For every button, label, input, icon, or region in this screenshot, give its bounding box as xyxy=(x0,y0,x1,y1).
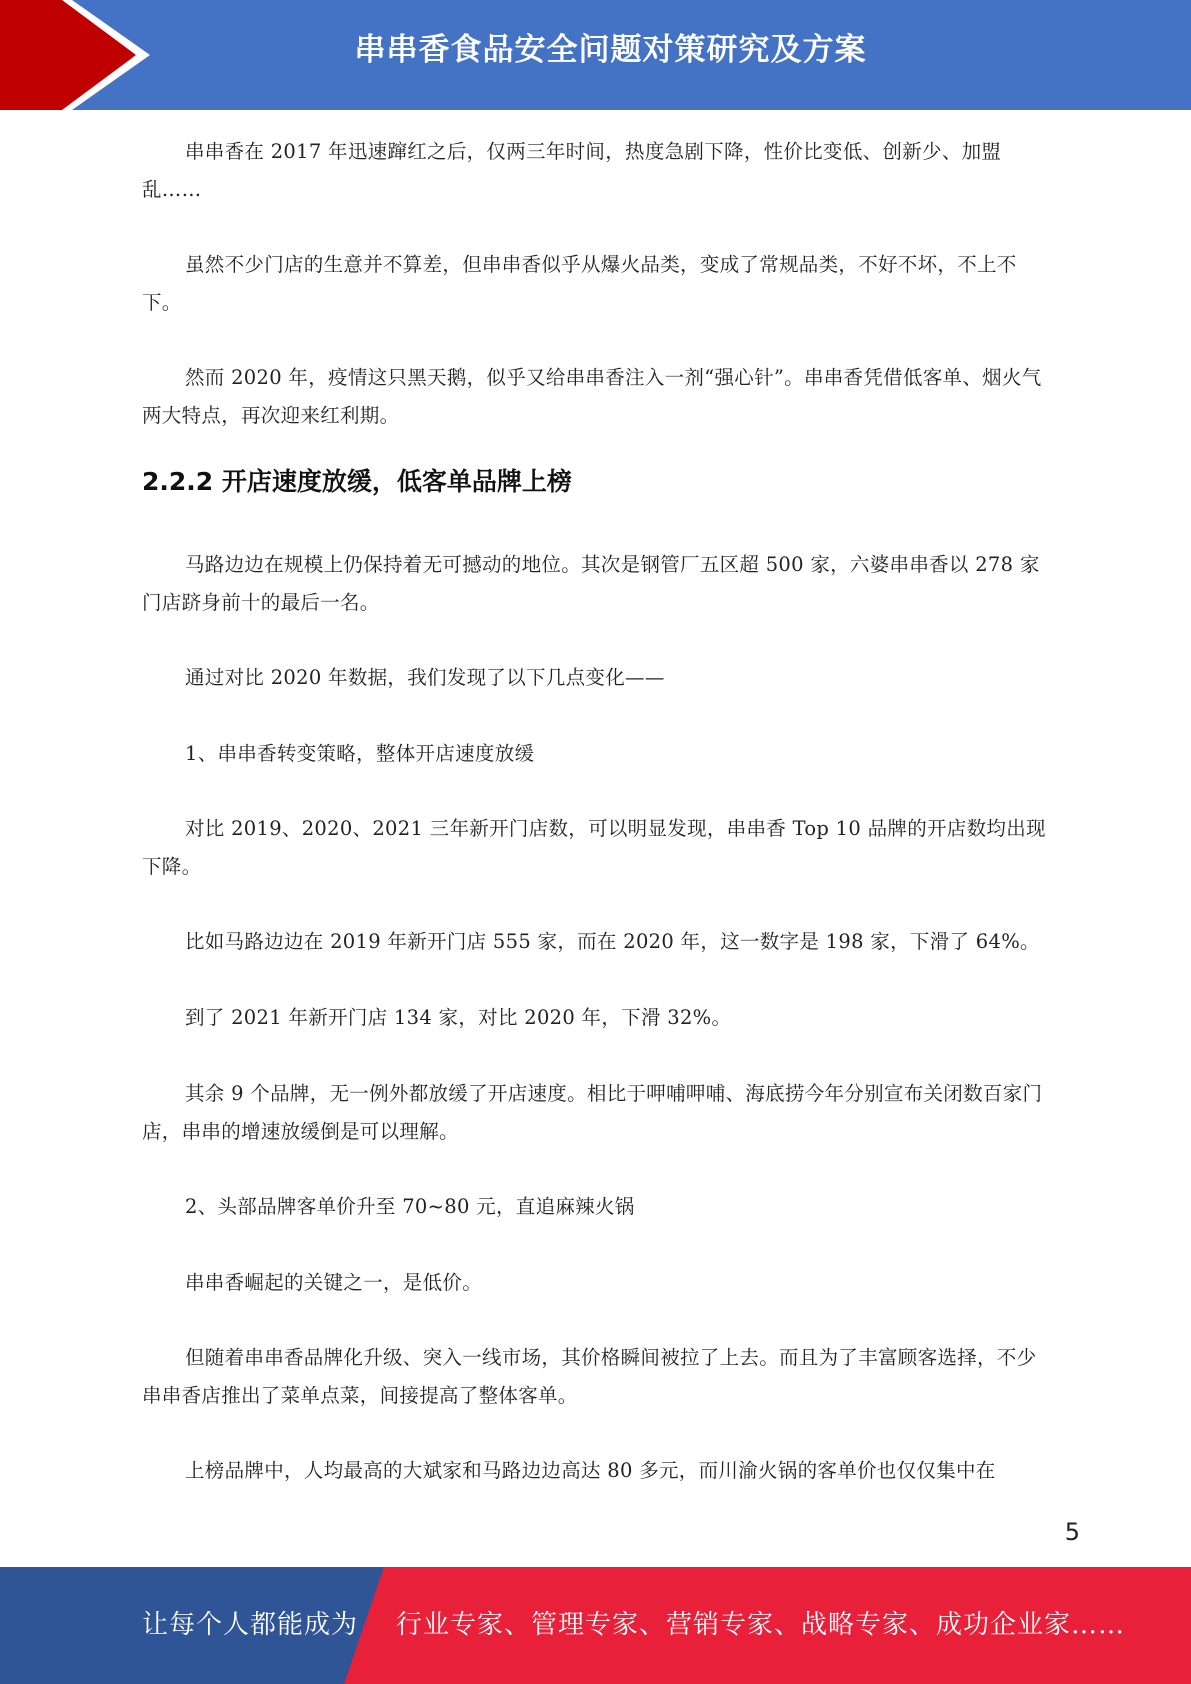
paragraph: 串串香在 2017 年迅速蹿红之后，仅两三年时间，热度急剧下降，性价比变低、创新少、加盟乱…… xyxy=(142,140,1002,201)
paragraph: 虽然不少门店的生意并不算差，但串串香似乎从爆火品类，变成了常规品类，不好不坏，不上不下。 xyxy=(142,253,1017,314)
paragraph: 然而 2020 年，疫情这只黑天鹅，似乎又给串串香注入一剂“强心针”。串串香凭借低客单、烟火气两大特点，再次迎来红利期。 xyxy=(142,366,1042,427)
page-footer xyxy=(0,1567,1191,1684)
document-title: 串串香食品安全问题对策研究及方案 xyxy=(354,32,867,68)
footer-slogan: 让每个人都能成为 xyxy=(142,1610,359,1640)
paragraph: 串串香崛起的关键之一，是低价。 xyxy=(185,1271,483,1294)
paragraph: 但随着串串香品牌化升级、突入一线市场，其价格瞬间被拉了上去。而且为了丰富顾客选择，不少串串香店推出了菜单点菜，间接提高了整体客单。 xyxy=(142,1346,1037,1407)
paragraph: 比如马路边边在 2019 年新开门店 555 家，而在 2020 年，这一数字是 198 家，下滑了 64%。 xyxy=(185,930,1040,953)
paragraph: 马路边边在规模上仍保持着无可撼动的地位。其次是钢管厂五区超 500 家，六婆串串香以 278 家门店跻身前十的最后一名。 xyxy=(142,553,1040,614)
paragraph: 对比 2019、2020、2021 三年新开门店数，可以明显发现，串串香 Top 10 品牌的开店数均出现下降。 xyxy=(142,817,1046,878)
paragraph: 1、串串香转变策略，整体开店速度放缓 xyxy=(185,742,535,765)
paragraph: 上榜品牌中，人均最高的大斌家和马路边边高达 80 多元，而川渝火锅的客单价也仅仅集中在 xyxy=(185,1459,996,1482)
page-header xyxy=(0,0,1191,110)
footer-tagline: 行业专家、管理专家、营销专家、战略专家、成功企业家…… xyxy=(396,1610,1126,1640)
paragraph: 通过对比 2020 年数据，我们发现了以下几点变化—— xyxy=(185,666,665,689)
paragraph: 2、头部品牌客单价升至 70~80 元，直追麻辣火锅 xyxy=(185,1195,635,1218)
page-content xyxy=(142,133,1047,1490)
paragraph: 其余 9 个品牌，无一例外都放缓了开店速度。相比于呷哺呷哺、海底捞今年分别宣布关闭数百家门店，串串的增速放缓倒是可以理解。 xyxy=(142,1082,1043,1143)
paragraph: 到了 2021 年新开门店 134 家，对比 2020 年，下滑 32%。 xyxy=(185,1006,732,1029)
section-heading: 2.2.2 开店速度放缓，低客单品牌上榜 xyxy=(142,467,572,496)
page-number: 5 xyxy=(1064,1518,1080,1546)
